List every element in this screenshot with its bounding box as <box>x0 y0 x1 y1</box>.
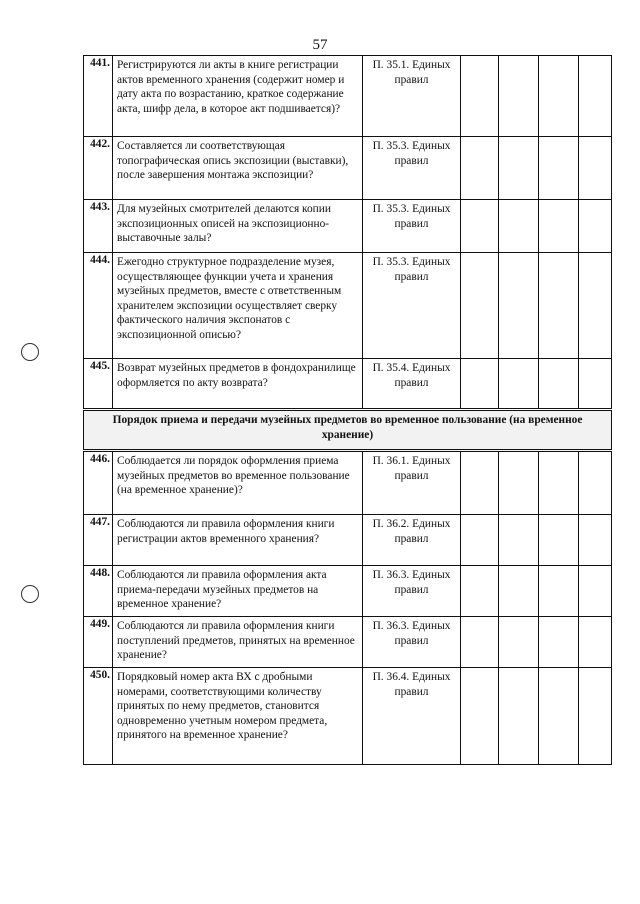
question-text: Регистрируются ли акты в книге регистрации актов временного хранения (содержит номер и дату акта по возрастанию, краткое содержание акта, шифр дела, в которое акт подшивается)? <box>113 56 363 137</box>
reference-text: П. 36.3. Единых правил <box>363 566 461 617</box>
question-text: Соблюдается ли порядок оформления приема музейных предметов во временное пользование (на временное хранение)? <box>113 451 363 515</box>
question-text: Соблюдаются ли правила оформления книги регистрации актов временного хранения? <box>113 515 363 566</box>
answer-cell[interactable] <box>461 200 499 253</box>
reference-text: П. 36.1. Единых правил <box>363 451 461 515</box>
table-row <box>84 359 612 410</box>
answer-cell[interactable] <box>539 617 579 668</box>
answer-cell[interactable] <box>579 451 612 515</box>
question-text: Составляется ли соответствующая топографическая опись экспозиции (выставки), после завершения монтажа экспозиции? <box>113 137 363 200</box>
question-text: Порядковый номер акта ВХ с дробными номерами, соответствующими количеству принятых по нему предметов, становится одновременно учетным номером предмета, принятого на временное хранение? <box>113 668 363 765</box>
table-row <box>84 668 612 765</box>
question-text: Возврат музейных предметов в фондохранилище оформляется по акту возврата? <box>113 359 363 410</box>
answer-cell[interactable] <box>579 668 612 765</box>
table-row <box>84 200 612 253</box>
punch-hole-mark <box>21 585 39 603</box>
answer-cell[interactable] <box>539 56 579 137</box>
answer-cell[interactable] <box>499 515 539 566</box>
reference-text: П. 35.1. Единых правил <box>363 56 461 137</box>
table-row <box>84 451 612 515</box>
row-number: 449. <box>84 617 113 668</box>
reference-text: П. 35.3. Единых правил <box>363 200 461 253</box>
answer-cell[interactable] <box>539 566 579 617</box>
punch-hole-mark <box>21 343 39 361</box>
table-row <box>84 617 612 668</box>
answer-cell[interactable] <box>579 359 612 410</box>
answer-cell[interactable] <box>499 137 539 200</box>
answer-cell[interactable] <box>539 200 579 253</box>
checklist-table <box>83 55 612 765</box>
answer-cell[interactable] <box>499 359 539 410</box>
answer-cell[interactable] <box>499 566 539 617</box>
answer-cell[interactable] <box>461 359 499 410</box>
page-number: 57 <box>312 37 328 53</box>
answer-cell[interactable] <box>461 617 499 668</box>
row-number: 450. <box>84 668 113 765</box>
answer-cell[interactable] <box>461 451 499 515</box>
answer-cell[interactable] <box>461 668 499 765</box>
question-text: Для музейных смотрителей делаются копии экспозиционных описей на экспозиционно- выставочные залы? <box>113 200 363 253</box>
section-title: Порядок приема и передачи музейных предметов во временное пользование (на временное хранение) <box>84 410 612 451</box>
row-number: 446. <box>84 451 113 515</box>
answer-cell[interactable] <box>499 617 539 668</box>
answer-cell[interactable] <box>539 137 579 200</box>
reference-text: П. 35.3. Единых правил <box>363 137 461 200</box>
answer-cell[interactable] <box>539 359 579 410</box>
answer-cell[interactable] <box>461 137 499 200</box>
reference-text: П. 36.2. Единых правил <box>363 515 461 566</box>
answer-cell[interactable] <box>579 200 612 253</box>
row-number: 448. <box>84 566 113 617</box>
reference-text: П. 35.3. Единых правил <box>363 253 461 359</box>
answer-cell[interactable] <box>539 253 579 359</box>
section-header-row <box>84 410 612 451</box>
answer-cell[interactable] <box>579 253 612 359</box>
row-number: 441. <box>84 56 113 137</box>
reference-text: П. 35.4. Единых правил <box>363 359 461 410</box>
question-text: Соблюдаются ли правила оформления книги поступлений предметов, принятых на временное хранение? <box>113 617 363 668</box>
row-number: 445. <box>84 359 113 410</box>
reference-text: П. 36.3. Единых правил <box>363 617 461 668</box>
row-number: 444. <box>84 253 113 359</box>
answer-cell[interactable] <box>461 515 499 566</box>
answer-cell[interactable] <box>499 56 539 137</box>
answer-cell[interactable] <box>539 515 579 566</box>
answer-cell[interactable] <box>579 137 612 200</box>
answer-cell[interactable] <box>461 566 499 617</box>
question-text: Ежегодно структурное подразделение музея, осуществляющее функции учета и хранения музейных предметов, вместе с ответственным хранителем экспозиции осуществляет сверку фактического наличия экспонатов с экспозиционной описью? <box>113 253 363 359</box>
row-number: 442. <box>84 137 113 200</box>
answer-cell[interactable] <box>461 56 499 137</box>
answer-cell[interactable] <box>499 200 539 253</box>
answer-cell[interactable] <box>579 515 612 566</box>
answer-cell[interactable] <box>579 617 612 668</box>
answer-cell[interactable] <box>539 668 579 765</box>
answer-cell[interactable] <box>579 566 612 617</box>
table-row <box>84 515 612 566</box>
row-number: 443. <box>84 200 113 253</box>
question-text: Соблюдаются ли правила оформления акта приема-передачи музейных предметов на временное хранение? <box>113 566 363 617</box>
table-row <box>84 137 612 200</box>
answer-cell[interactable] <box>539 451 579 515</box>
table-row <box>84 566 612 617</box>
answer-cell[interactable] <box>461 253 499 359</box>
table-row <box>84 56 612 137</box>
answer-cell[interactable] <box>499 451 539 515</box>
row-number: 447. <box>84 515 113 566</box>
answer-cell[interactable] <box>499 668 539 765</box>
answer-cell[interactable] <box>499 253 539 359</box>
reference-text: П. 36.4. Единых правил <box>363 668 461 765</box>
table-row <box>84 253 612 359</box>
answer-cell[interactable] <box>579 56 612 137</box>
